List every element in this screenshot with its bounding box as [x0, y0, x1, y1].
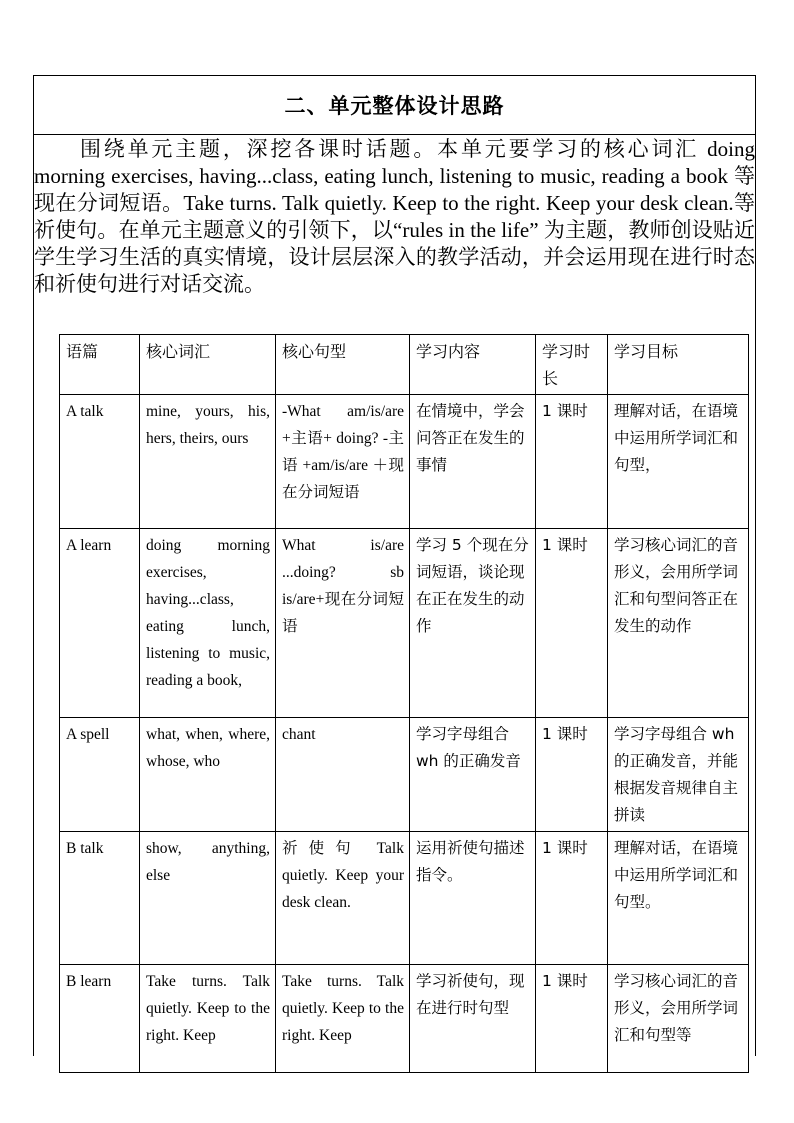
duration-cell: 1 课时: [536, 965, 608, 1073]
sentence-cell: Take turns. Talk quietly. Keep to the right. Keep: [276, 965, 410, 1073]
goal-cell: 学习核心词汇的音形义，会用所学词汇和句型问答正在发生的动作: [608, 529, 749, 718]
lesson-cell: A learn: [60, 529, 140, 718]
sentence-cell: What is/are ...doing? sb is/are+现在分词短语: [276, 529, 410, 718]
document-frame: [33, 75, 756, 1056]
goal-cell: 理解对话，在语境中运用所学词汇和句型。: [608, 832, 749, 965]
section-title-row: [34, 76, 755, 135]
table-row: [60, 832, 749, 965]
vocab-cell: show, anything, else: [140, 832, 276, 965]
table-row: [60, 965, 749, 1073]
content-cell: 学习字母组合 wh 的正确发音: [410, 718, 536, 832]
content-cell: 运用祈使句描述指令。: [410, 832, 536, 965]
content-cell: 学习 5 个现在分词短语，谈论现在正在发生的动作: [410, 529, 536, 718]
table-header-row: [60, 335, 749, 395]
lesson-cell: B learn: [60, 965, 140, 1073]
sentence-cell: 祈使句 Talk quietly. Keep your desk clean.: [276, 832, 410, 965]
vocab-cell: mine, yours, his, hers, theirs, ours: [140, 395, 276, 529]
sentence-cell: chant: [276, 718, 410, 832]
table-row: [60, 529, 749, 718]
table-row: [60, 395, 749, 529]
lesson-cell: A spell: [60, 718, 140, 832]
lesson-table: [59, 334, 749, 1073]
header-cell: 学习内容: [410, 335, 536, 395]
design-paragraph: 围绕单元主题，深挖各课时话题。本单元要学习的核心词汇 doing morning exercises, having...class, eating lunch, listening to music, reading a book 等现在分词短语。Take turns. Talk quietly. Keep to the right. Keep your desk clean.等祈使句。在单元主题意义的引领下，以“rules in the life” 为主题，教师创设贴近学生学习生活的真实情境，设计层层深入的教学活动，并会运用现在进行时态和祈使句进行对话交流。: [34, 137, 755, 296]
lesson-cell: A talk: [60, 395, 140, 529]
lesson-cell: B talk: [60, 832, 140, 965]
duration-cell: 1 课时: [536, 395, 608, 529]
header-cell: 核心句型: [276, 335, 410, 395]
goal-cell: 学习核心词汇的音形义，会用所学词汇和句型等: [608, 965, 749, 1073]
table-row: [60, 718, 749, 832]
sentence-cell: -What am/is/are +主语+ doing? -主语 +am/is/are ＋现在分词短语: [276, 395, 410, 529]
goal-cell: 学习字母组合 wh 的正确发音，并能根据发音规律自主拼读: [608, 718, 749, 832]
content-cell: 在情境中，学会问答正在发生的事情: [410, 395, 536, 529]
header-cell: 核心词汇: [140, 335, 276, 395]
header-cell: 学习时长: [536, 335, 608, 395]
goal-cell: 理解对话，在语境中运用所学词汇和句型，: [608, 395, 749, 529]
section-title: 二、单元整体设计思路: [284, 94, 505, 118]
header-cell: 学习目标: [608, 335, 749, 395]
vocab-cell: doing morning exercises, having...class, eating lunch, listening to music, reading a book,: [140, 529, 276, 718]
header-cell: 语篇: [60, 335, 140, 395]
vocab-cell: what, when, where, whose, who: [140, 718, 276, 832]
content-cell: 学习祈使句，现在进行时句型: [410, 965, 536, 1073]
vocab-cell: Take turns. Talk quietly. Keep to the right. Keep: [140, 965, 276, 1073]
duration-cell: 1 课时: [536, 832, 608, 965]
duration-cell: 1 课时: [536, 718, 608, 832]
duration-cell: 1 课时: [536, 529, 608, 718]
